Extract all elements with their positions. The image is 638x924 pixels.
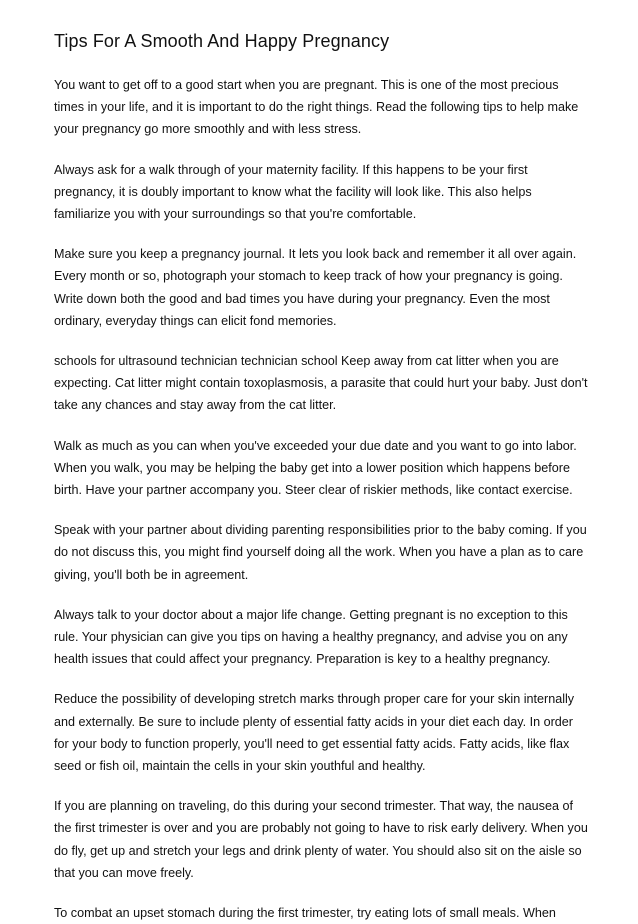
- paragraph-doctor: Always talk to your doctor about a major life change. Getting pregnant is no exception to this rule. Your physician can give you tips on having a healthy pregnancy, and advise you on any health issues that could affect your pregnancy. Preparation is key to a healthy pregnancy.: [54, 607, 568, 667]
- paragraph-intro: You want to get off to a good start when you are pregnant. This is one of the most precious times in your life, and it is important to do the right things. Read the following tips to help make your pregnancy go more smoothly and with less stress.: [54, 78, 579, 137]
- paragraph-pregnancy-journal: Make sure you keep a pregnancy journal. It lets you look back and remember it all over again. Every month or so, photograph your stomach to keep track of how your pregnancy is going. Write down both the good and bad times you have during your pregnancy. Even the most ordinary, everyday things can elicit fond memories.: [54, 247, 577, 328]
- document-title: Tips For A Smooth And Happy Pregnancy: [54, 31, 390, 51]
- paragraph-stretch-marks: Reduce the possibility of developing stretch marks through proper care for your skin internally and externally. Be sure to include plenty of essential fatty acids in your diet each day. In order for your body to function properly, you'll need to get essential fatty acids. Fatty acids, like flax seed or fish oil, maintain the cells in your skin youthful and healthy.: [54, 692, 575, 774]
- paragraph-parenting-responsibilities: Speak with your partner about dividing parenting responsibilities prior to the baby coming. If you do not discuss this, you might find yourself doing all the work. When you have a plan as to care giving, you'll both be in agreement.: [54, 523, 587, 582]
- paragraph-traveling: If you are planning on traveling, do this during your second trimester. That way, the nausea of the first trimester is over and you are probably not going to have to risk early delivery. When you do fly, get up and stretch your legs and drink plenty of water. You should also sit on the aisle so that you can move freely.: [54, 799, 588, 880]
- paragraph-walking: Walk as much as you can when you've exceeded your due date and you want to go into labor. When you walk, you may be helping the baby get into a lower position which happens before birth. Have your partner accompany you. Steer clear of riskier methods, like contact exercise.: [54, 438, 577, 498]
- paragraph-cat-litter: schools for ultrasound technician technician school Keep away from cat litter when you are expecting. Cat litter might contain toxoplasmosis, a parasite that could hurt your baby. Just don't take any chances and stay away from the cat litter.: [54, 354, 588, 413]
- paragraph-maternity-facility: Always ask for a walk through of your maternity facility. If this happens to be your first pregnancy, it is doubly important to know what the facility will look like. This also helps familiarize you with your surroundings so that you're comfortable.: [54, 162, 532, 222]
- paragraph-upset-stomach: To combat an upset stomach during the first trimester, try eating lots of small meals. When: [54, 906, 556, 921]
